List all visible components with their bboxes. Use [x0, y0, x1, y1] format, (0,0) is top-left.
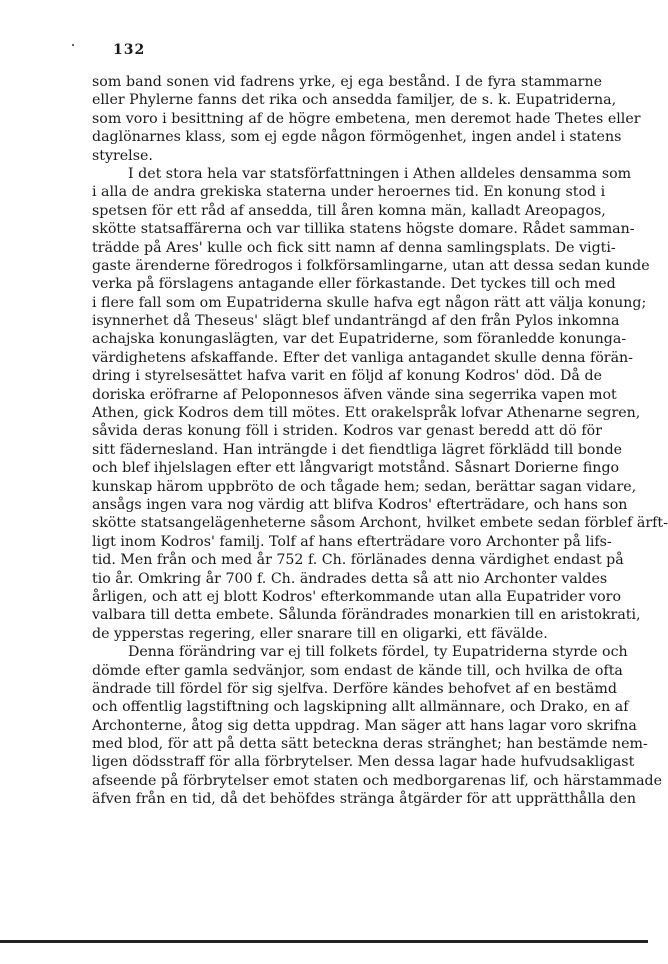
text-line: ligen dödsstraff för alla förbrytelser. Men dessa lagar hade hufvudsakligast [92, 754, 635, 771]
text-line: årligen, och att ej blott Kodros' efterkommande utan alla Eupatrider voro [92, 588, 621, 605]
text-line: och offentlig lagstiftning och lagskipning allt allmännare, och Drako, en af [92, 699, 629, 716]
text-line: eller Phylerne fanns det rika och ansedda familjer, de s. k. Eupatriderna, [92, 92, 617, 109]
text-line: ligt inom Kodros' familj. Tolf af hans efterträdare voro Archonter på lifs- [92, 533, 612, 550]
page-number: 132 [113, 42, 146, 58]
text-line: dömde efter gamla sedvänjor, som endast de kände till, och hvilka de ofta [92, 662, 623, 679]
text-line: gaste ärenderne föredrogos i folkförsamlingarne, utan att dessa sedan kunde [92, 257, 650, 274]
text-line: tid. Men från och med år 752 f. Ch. förlänades denna värdighet endast på [92, 552, 624, 569]
paragraph-start-line: Denna förändring var ej till folkets fördel, ty Eupatriderna styrde och [128, 644, 628, 661]
scan-bottom-edge [0, 940, 648, 943]
text-line: sitt fädernesland. Han inträngde i det fiendtliga lägret förklädd till bonde [92, 441, 623, 458]
text-line: Athen, gick Kodros dem till mötes. Ett orakelspråk lofvar Athenarne segren, [92, 405, 641, 422]
text-line: afseende på förbrytelser emot staten och medborgarenas lif, och härstammade [92, 772, 663, 789]
text-line: spetsen för ett råd af ansedda, till åren komna män, kalladt Areopagos, [92, 202, 606, 219]
text-line: tio år. Omkring år 700 f. Ch. ändrades detta så att nio Archonter valdes [92, 570, 608, 587]
paragraph-start-line: I det stora hela var statsförfattningen i Athen alldeles densamma som [128, 165, 632, 182]
text-line: som voro i besittning af de högre embetena, men deremot hade Thetes eller [92, 110, 641, 127]
text-line: som band sonen vid fadrens yrke, ej ega bestånd. I de fyra stammarne [92, 74, 602, 90]
text-line: såvida deras konung föll i striden. Kodros var genast beredd att dö för [92, 423, 602, 440]
text-line: doriska eröfrarne af Peloponnesos äfven vände sina segerrika vapen mot [92, 386, 617, 403]
text-line: isynnerhet då Theseus' slägt blef undanträngd af den från Pylos inkomna [92, 313, 620, 330]
text-line: skötte statsangelägenheterne såsom Archont, hvilket embete sedan förblef ärft- [92, 515, 668, 532]
text-line: dring i styrelsesättet hafva varit en följd af konung Kodros' död. Då de [92, 368, 602, 385]
text-line: verka på förslagens antagande eller förkastande. Det tyckes till och med [92, 276, 616, 293]
text-line: skötte statsaffärerna och var tillika statens högste domare. Rådet samman- [92, 221, 635, 238]
text-line: trädde på Ares' kulle och fick sitt namn af denna samlingsplats. De vigti- [92, 239, 616, 256]
text-line: achajska konungaslägten, var det Eupatriderne, som föranledde konunga- [92, 331, 627, 348]
text-line: i flere fall som om Eupatriderna skulle hafva egt någon rätt att välja konung; [92, 294, 647, 311]
text-line: ändrade till fördel för sig sjelfva. Derföre kändes behofvet af en bestämd [92, 680, 617, 697]
text-line: med blod, för att på detta sätt beteckna deras stränghet; han bestämde nem- [92, 736, 648, 753]
text-line: och blef ihjelslagen efter ett långvarigt motstånd. Såsnart Dorierne fingo [92, 460, 620, 477]
text-line: daglönarnes klass, som ej egde någon förmögenhet, ingen andel i statens [92, 129, 622, 146]
text-line: i alla de andra grekiska staterna under heroernes tid. En konung stod i [92, 184, 606, 201]
text-line: styrelse. [92, 147, 153, 164]
text-line: ansågs ingen vara nog värdig att blifva Kodros' efterträdare, och hans son [92, 496, 628, 513]
text-line: valbara till detta embete. Sålunda förändrades monarkien till en aristokrati, [92, 607, 641, 624]
text-line: värdighetens afskaffande. Efter det vanliga antagandet skulle denna förän- [92, 349, 633, 366]
margin-speck [72, 44, 74, 46]
text-line: äfven från en tid, då det behöfdes stränga åtgärder för att upprätthålla den [92, 791, 637, 808]
text-line: kunskap härom uppbröto de och tågade hem; sedan, berättar sagan vidare, [92, 478, 637, 495]
text-line: Archonterne, åtog sig detta uppdrag. Man säger att hans lagar voro skrifna [92, 717, 637, 734]
text-line: de ypperstas regering, eller snarare till en oligarki, ett fävälde. [92, 625, 548, 642]
body-text [92, 73, 668, 809]
